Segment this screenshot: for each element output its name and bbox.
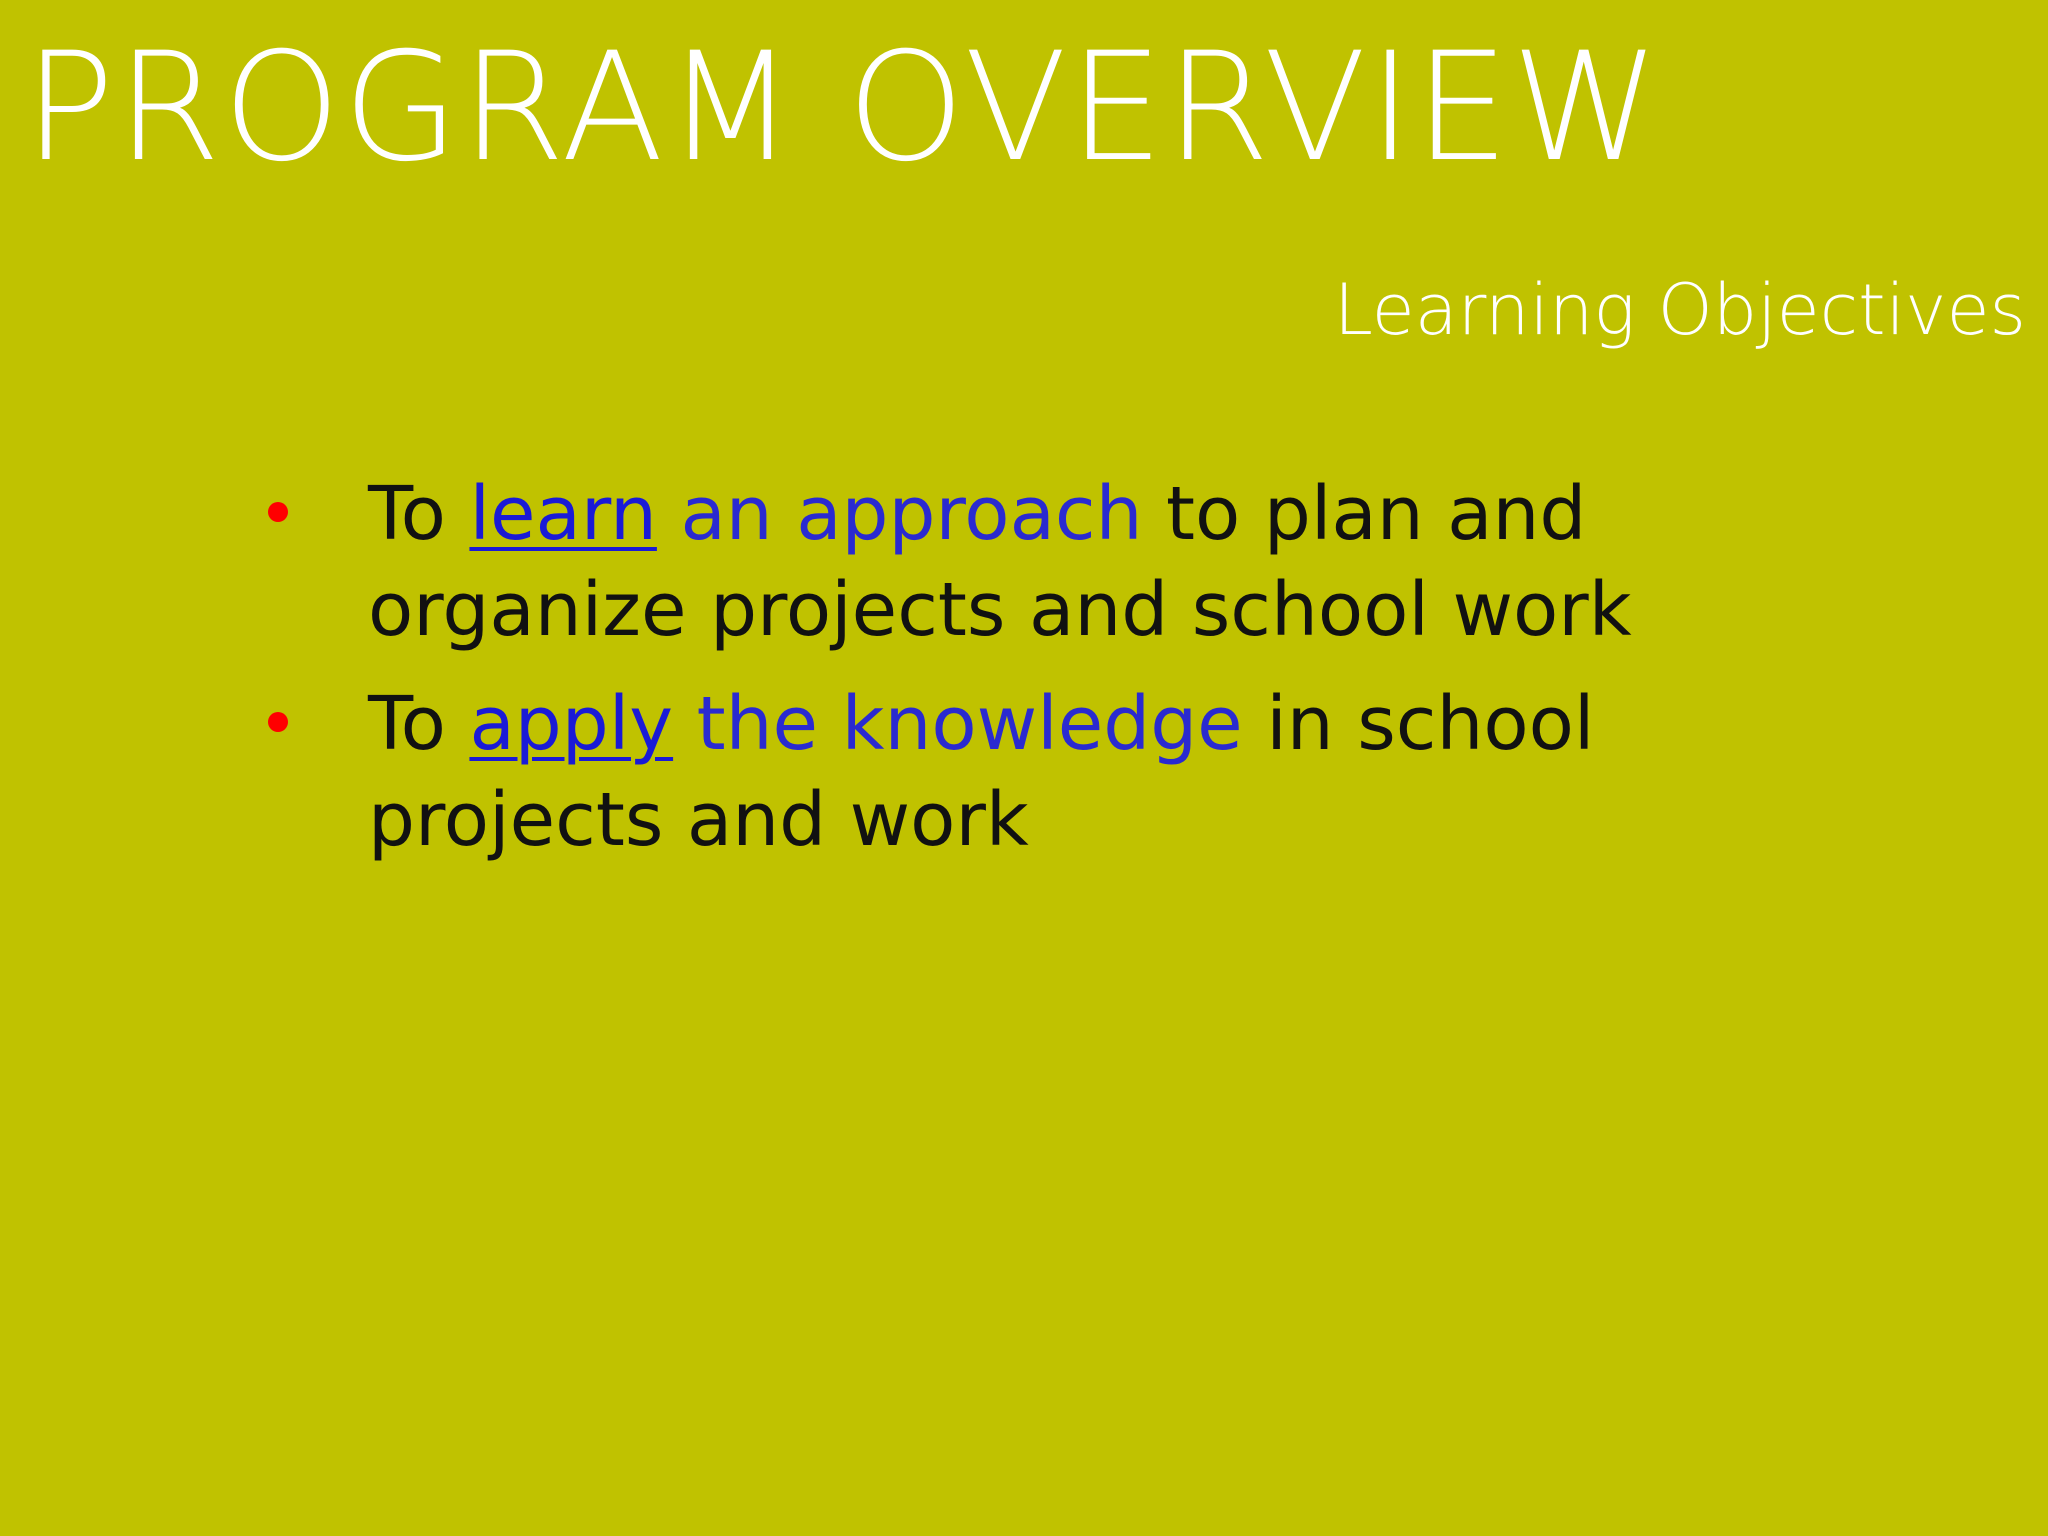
learn-link[interactable]: learn bbox=[469, 471, 657, 557]
bullet-item bbox=[258, 466, 1818, 658]
bullet-dot-icon bbox=[268, 502, 288, 522]
bullet-lead-text: To bbox=[368, 471, 470, 557]
bullet-item bbox=[258, 676, 1818, 868]
bullet-space bbox=[673, 681, 697, 767]
bullet-lead-text: To bbox=[368, 681, 470, 767]
bullet-rest-text: to plan and organize projects and school work bbox=[368, 471, 1632, 653]
apply-link[interactable]: apply bbox=[469, 681, 674, 767]
slide-title: PROGRAM OVERVIEW bbox=[24, 21, 1662, 195]
bullet-dot-icon bbox=[268, 712, 288, 732]
accent-text: the knowledge bbox=[696, 681, 1243, 767]
slide-subtitle: Learning Objectives bbox=[1333, 269, 2026, 351]
bullet-space bbox=[657, 471, 681, 557]
accent-text: an approach bbox=[680, 471, 1143, 557]
bullet-rest-text: in school projects and work bbox=[368, 681, 1595, 863]
bullet-list bbox=[258, 466, 1858, 886]
